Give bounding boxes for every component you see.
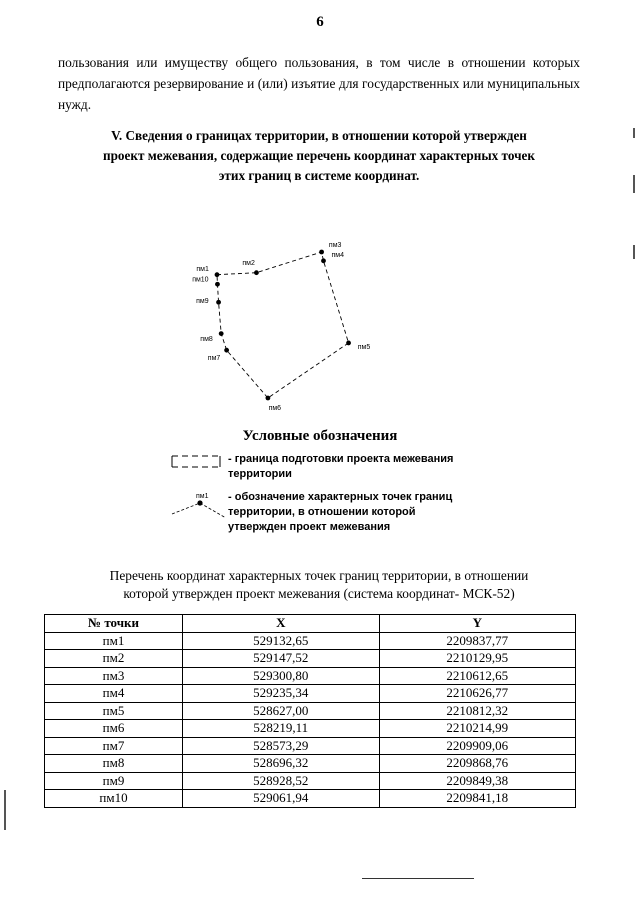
boundary-point-label: пм5 [357, 343, 371, 351]
y-cell: 2210214,99 [379, 720, 575, 738]
table-row [45, 685, 576, 703]
y-cell: 2209868,76 [379, 755, 575, 773]
boundary-point-label: пм6 [268, 404, 282, 412]
table-row [45, 737, 576, 755]
boundary-point-label: пм10 [192, 276, 209, 284]
x-cell: 529235,34 [183, 685, 379, 703]
x-cell: 528696,32 [183, 755, 379, 773]
boundary-point-marker [254, 270, 259, 275]
legend-boundary-text: - граница подготовки проекта межевания [228, 453, 454, 465]
scan-mark [633, 128, 635, 138]
table-row [45, 755, 576, 773]
boundary-point-marker [224, 348, 229, 353]
scan-mark [633, 175, 635, 193]
section-heading [58, 126, 580, 186]
point-cell: пм2 [45, 650, 183, 668]
table-row [45, 650, 576, 668]
section-heading-line: проект межевания, содержащие перечень координат характерных точек [102, 148, 535, 163]
table-row [45, 772, 576, 790]
y-cell: 2209849,38 [379, 772, 575, 790]
section-heading-line: этих границ в системе координат. [218, 168, 420, 183]
table-caption-line: которой утвержден проект межевания (система координат- МСК-52) [123, 586, 515, 601]
section-heading-line: V. Сведения о границах территории, в отношении которой утвержден [111, 128, 527, 143]
legend-point-text: - обозначение характерных точек границ [228, 491, 453, 503]
point-cell: пм10 [45, 790, 183, 808]
y-cell: 2210812,32 [379, 702, 575, 720]
boundary-point-marker [215, 272, 220, 277]
table-caption [58, 567, 580, 603]
legend-point-text: утвержден проект межевания [228, 521, 391, 533]
y-cell: 2210626,77 [379, 685, 575, 703]
table-row [45, 667, 576, 685]
dashed-boundary-icon [170, 452, 222, 472]
column-header-y: Y [379, 615, 575, 633]
scan-mark [4, 790, 6, 830]
boundary-point-label: пм4 [331, 251, 344, 259]
table-row [45, 702, 576, 720]
boundary-point-label: пм8 [200, 336, 213, 344]
point-cell: пм5 [45, 702, 183, 720]
boundary-point-label: пм9 [196, 298, 209, 306]
point-cell: пм8 [45, 755, 183, 773]
y-cell: 2210129,95 [379, 650, 575, 668]
boundary-line [217, 252, 349, 398]
x-cell: 529132,65 [183, 632, 379, 650]
boundary-point-label: пм2 [242, 259, 255, 267]
footer-rule [362, 878, 474, 879]
boundary-point-marker [319, 250, 324, 255]
boundary-point-label: пм7 [207, 354, 221, 362]
point-cell: пм9 [45, 772, 183, 790]
boundary-point-marker [216, 300, 221, 305]
y-cell: 2209909,06 [379, 737, 575, 755]
coordinates-table [44, 614, 576, 808]
point-cell: пм4 [45, 685, 183, 703]
boundary-point-marker [219, 331, 224, 336]
x-cell: 528573,29 [183, 737, 379, 755]
table-caption-line: Перечень координат характерных точек границ территории, в отношении [109, 568, 529, 583]
table-row [45, 790, 576, 808]
boundary-point-icon [170, 490, 226, 522]
page-number: 6 [316, 14, 324, 30]
legend-point-label: пм1 [196, 493, 209, 500]
column-header-point: № точки [45, 615, 183, 633]
y-cell: 2209837,77 [379, 632, 575, 650]
legend-point-text: территории, в отношении которой [228, 506, 416, 518]
column-header-x: X [183, 615, 379, 633]
table-row [45, 720, 576, 738]
x-cell: 529147,52 [183, 650, 379, 668]
table-row [45, 632, 576, 650]
boundary-point-marker [321, 258, 326, 263]
boundary-scheme [192, 230, 405, 420]
point-cell: пм7 [45, 737, 183, 755]
point-cell: пм6 [45, 720, 183, 738]
x-cell: 528219,11 [183, 720, 379, 738]
boundary-point-marker [215, 282, 220, 287]
y-cell: 2210612,65 [379, 667, 575, 685]
x-cell: 529300,80 [183, 667, 379, 685]
legend-title: Условные обозначения [242, 428, 398, 444]
boundary-point-label: пм1 [196, 265, 209, 273]
x-cell: 529061,94 [183, 790, 379, 808]
boundary-point-marker [266, 396, 271, 401]
boundary-point-marker [346, 341, 351, 346]
y-cell: 2209841,18 [379, 790, 575, 808]
boundary-point-label: пм3 [328, 242, 342, 250]
scan-mark [633, 245, 635, 259]
x-cell: 528928,52 [183, 772, 379, 790]
intro-paragraph: пользования или имуществу общего пользования, в том числе в отношении которых предполагаются резервирование и (или) изъятие для государственных или муниципальных нужд. [58, 55, 580, 112]
x-cell: 528627,00 [183, 702, 379, 720]
point-cell: пм3 [45, 667, 183, 685]
legend-boundary-text: территории [228, 468, 292, 480]
table-header-row [45, 615, 576, 633]
point-cell: пм1 [45, 632, 183, 650]
